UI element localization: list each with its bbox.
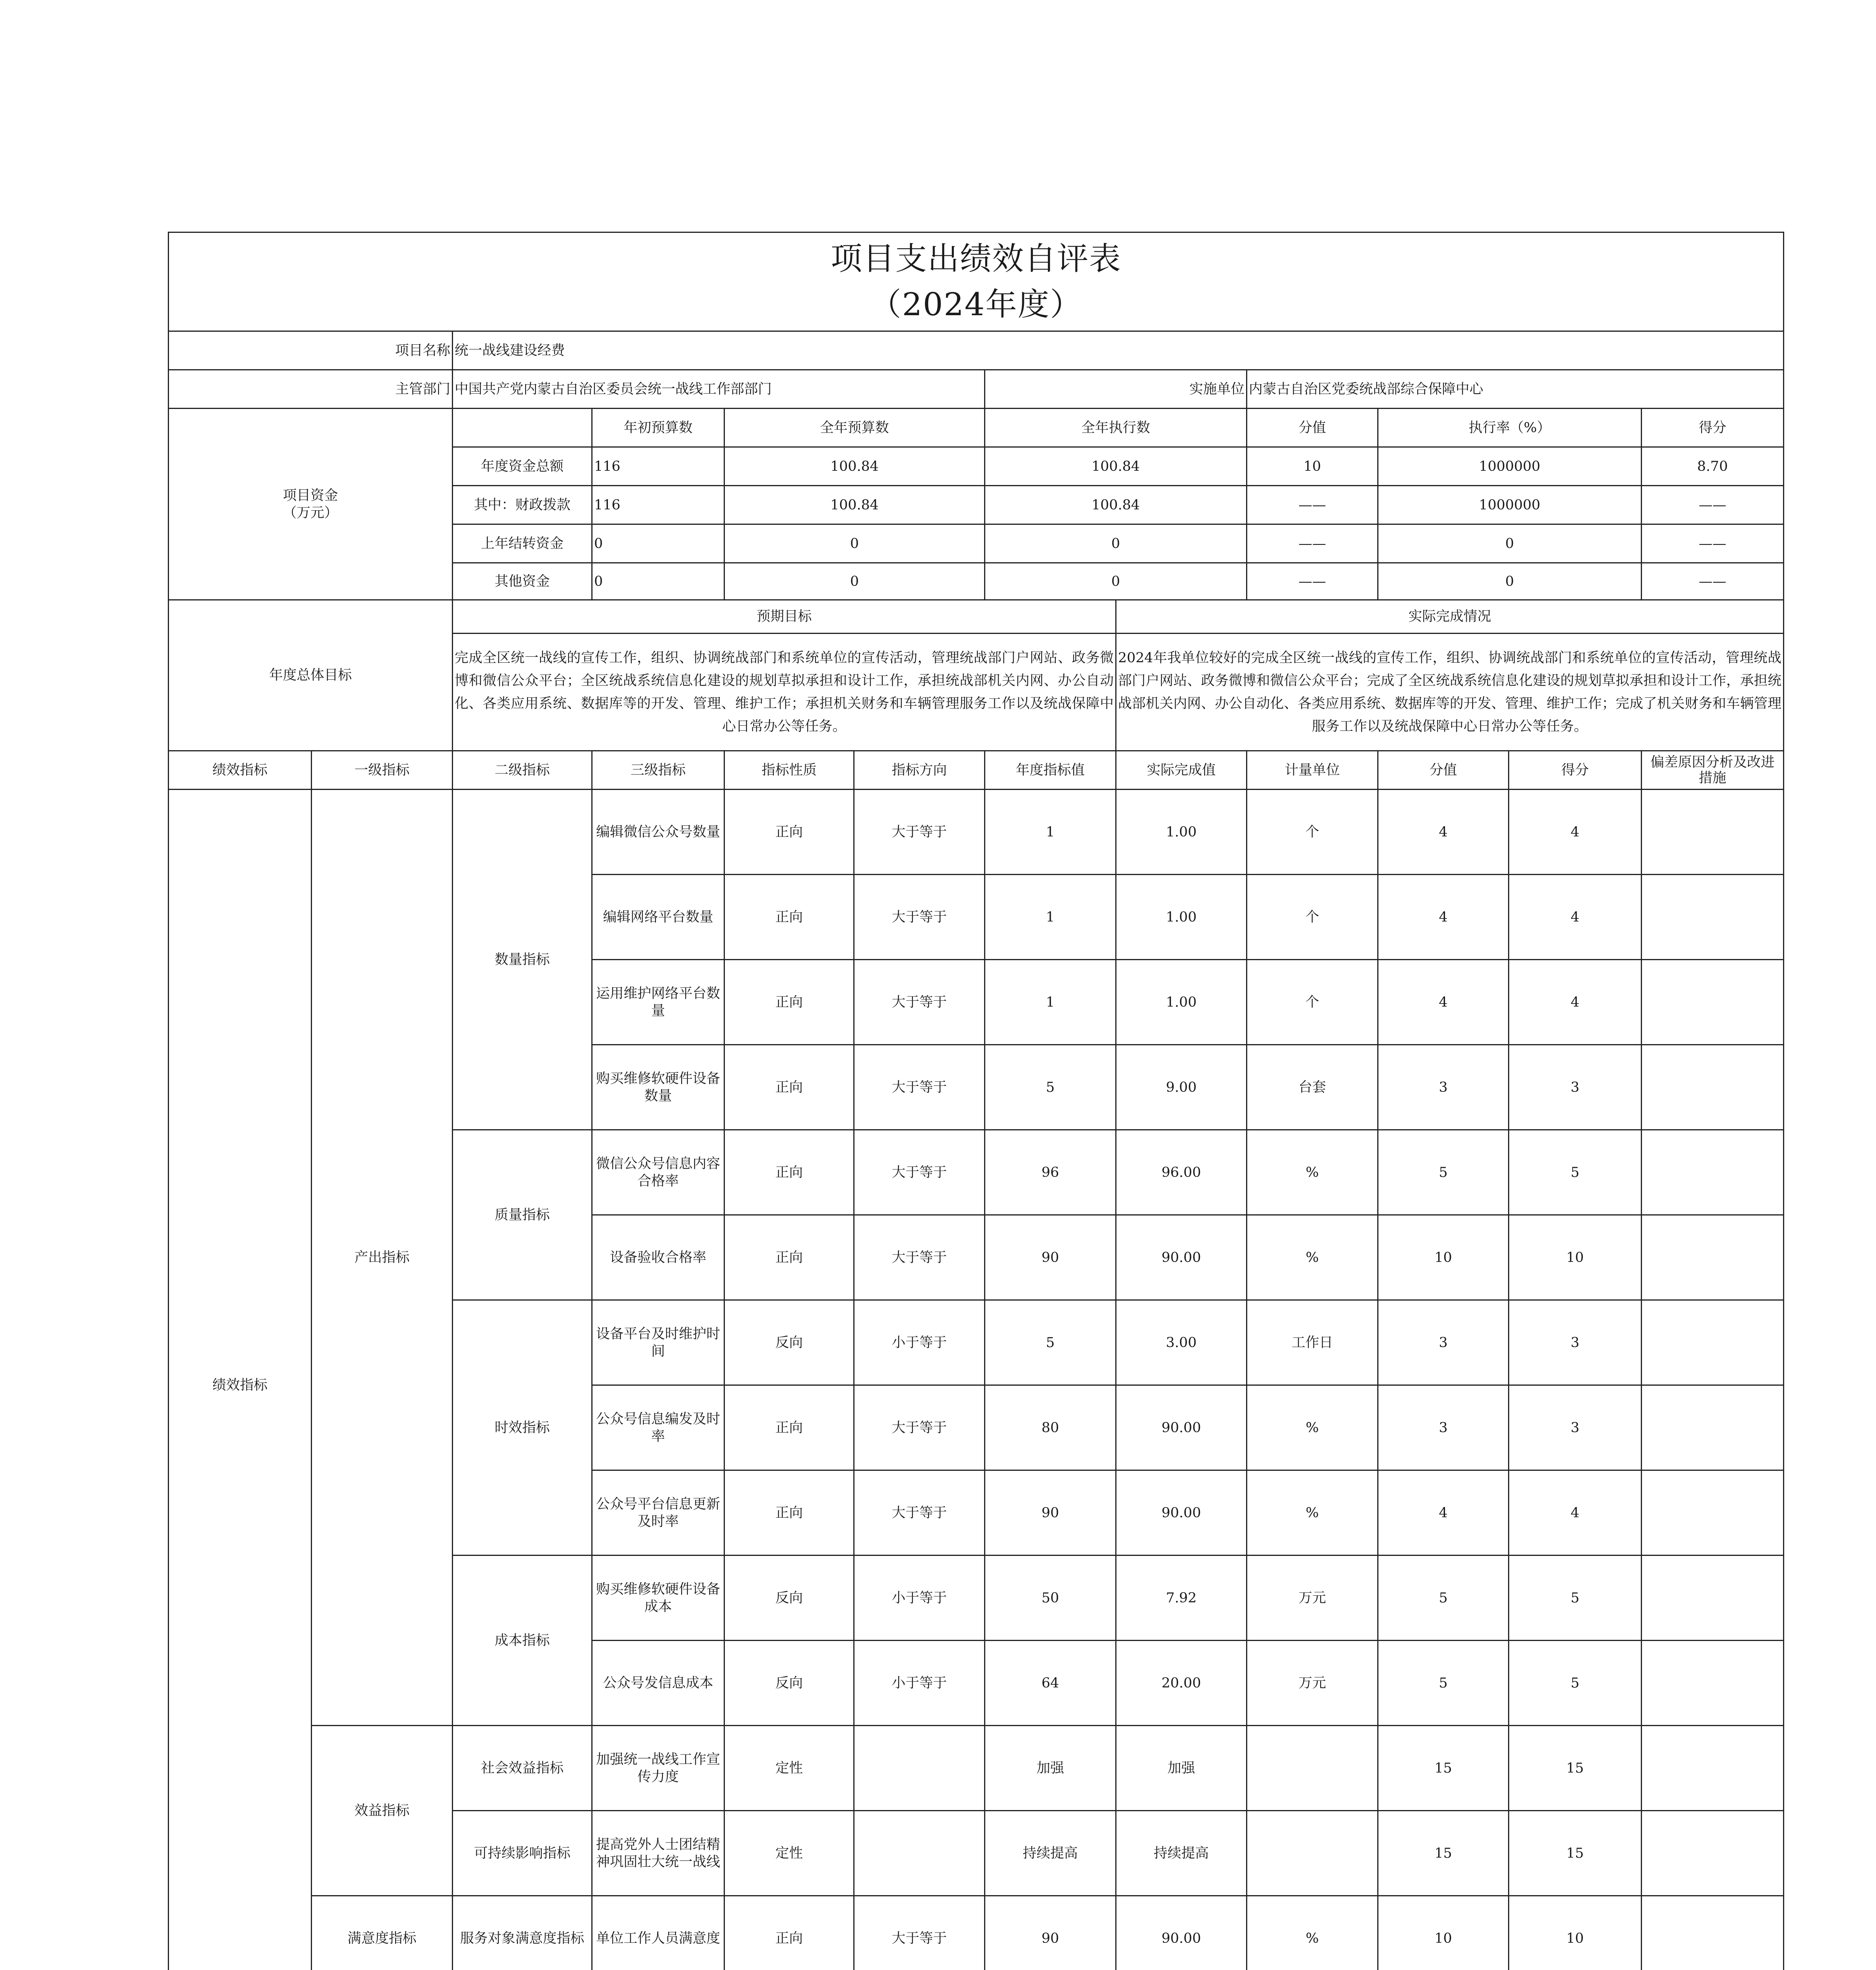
department-row (169, 370, 1784, 409)
indicator-direction: 大于等于 (854, 960, 985, 1045)
indicator-deviation (1642, 1556, 1784, 1641)
indicator-weight: 5 (1378, 1641, 1509, 1726)
indicator-actual: 持续提高 (1116, 1811, 1247, 1896)
funds-value: —— (1247, 563, 1378, 600)
indicator-weight: 5 (1378, 1556, 1509, 1641)
indicator-name: 设备平台及时维护时间 (592, 1300, 724, 1385)
indicator-unit: 个 (1247, 875, 1378, 960)
indicator-target: 加强 (985, 1726, 1116, 1811)
indicator-row (169, 1726, 1784, 1811)
indicator-name: 运用维护网络平台数量 (592, 960, 724, 1045)
indicator-nature: 正向 (724, 1470, 854, 1556)
project-name-row (169, 331, 1784, 370)
funds-value: 0 (592, 563, 724, 600)
indicator-nature: 正向 (724, 1130, 854, 1215)
annual-goals-label: 年度总体目标 (169, 600, 453, 751)
funds-value: —— (1247, 486, 1378, 524)
title-row (169, 232, 1784, 331)
level2-indicator-cell: 数量指标 (453, 790, 592, 1130)
indicator-unit (1247, 1726, 1378, 1811)
indicator-unit: 个 (1247, 790, 1378, 875)
level2-indicator-cell: 质量指标 (453, 1130, 592, 1300)
funds-row-label: 上年结转资金 (453, 524, 592, 563)
indicator-actual: 90.00 (1116, 1896, 1247, 1970)
department-value: 中国共产党内蒙古自治区委员会统一战线工作部部门 (453, 370, 985, 409)
level2-indicator-cell: 成本指标 (453, 1556, 592, 1726)
indicator-target: 80 (985, 1385, 1116, 1470)
indicator-deviation (1642, 1215, 1784, 1300)
indicator-target: 1 (985, 875, 1116, 960)
indicator-name: 编辑微信公众号数量 (592, 790, 724, 875)
funds-header: 年初预算数 (592, 409, 724, 447)
indicator-score: 5 (1509, 1130, 1642, 1215)
indicator-unit: 万元 (1247, 1641, 1378, 1726)
funds-value: 8.70 (1642, 447, 1784, 486)
expected-goals-text: 完成全区统一战线的宣传工作，组织、协调统战部门和系统单位的宣传活动，管理统战部门户网站、政务微博和微信公众平台；全区统战系统信息化建设的规划草拟承担和设计工作，承担统战部机关内网、办公自动化、各类应用系统、数据库等的开发、管理、维护工作；承担机关财务和车辆管理服务工作以及统战保障中心日常办公等任务。 (453, 634, 1116, 751)
indicator-unit: % (1247, 1470, 1378, 1556)
indicator-category-cell: 绩效指标 (169, 790, 312, 1970)
indicator-direction: 大于等于 (854, 1130, 985, 1215)
indicator-direction (854, 1811, 985, 1896)
indicator-actual: 7.92 (1116, 1556, 1247, 1641)
indicator-header: 偏差原因分析及改进措施 (1642, 751, 1784, 790)
funds-value: 1000000 (1378, 447, 1642, 486)
funds-header: 全年预算数 (724, 409, 985, 447)
indicator-score: 3 (1509, 1385, 1642, 1470)
funds-value: —— (1247, 524, 1378, 563)
department-label: 主管部门 (169, 370, 453, 409)
indicator-actual: 加强 (1116, 1726, 1247, 1811)
indicator-header: 指标性质 (724, 751, 854, 790)
indicator-name: 购买维修软硬件设备成本 (592, 1556, 724, 1641)
indicator-nature: 正向 (724, 1215, 854, 1300)
indicator-header: 得分 (1509, 751, 1642, 790)
funds-value: 116 (592, 447, 724, 486)
indicator-direction: 小于等于 (854, 1556, 985, 1641)
indicator-nature: 正向 (724, 1385, 854, 1470)
table-title: 项目支出绩效自评表 (830, 240, 1122, 277)
indicator-target: 持续提高 (985, 1811, 1116, 1896)
indicator-nature: 正向 (724, 875, 854, 960)
indicator-score: 5 (1509, 1641, 1642, 1726)
funds-value: —— (1642, 486, 1784, 524)
level2-indicator-cell: 服务对象满意度指标 (453, 1896, 592, 1970)
goals-header-row (169, 600, 1784, 634)
indicator-unit: 个 (1247, 960, 1378, 1045)
indicator-direction: 大于等于 (854, 1470, 985, 1556)
indicator-name: 编辑网络平台数量 (592, 875, 724, 960)
funds-header: 分值 (1247, 409, 1378, 447)
project-name-value: 统一战线建设经费 (453, 331, 1784, 370)
indicator-actual: 1.00 (1116, 875, 1247, 960)
funds-row-label: 年度资金总额 (453, 447, 592, 486)
indicator-weight: 4 (1378, 960, 1509, 1045)
funds-value: 0 (985, 563, 1247, 600)
funds-value: 0 (1378, 563, 1642, 600)
indicator-header: 二级指标 (453, 751, 592, 790)
indicator-name: 微信公众号信息内容合格率 (592, 1130, 724, 1215)
indicator-header: 三级指标 (592, 751, 724, 790)
indicator-header: 绩效指标 (169, 751, 312, 790)
indicator-score: 3 (1509, 1045, 1642, 1130)
implementer-label: 实施单位 (985, 370, 1247, 409)
indicator-deviation (1642, 1470, 1784, 1556)
funds-value: 10 (1247, 447, 1378, 486)
indicator-header: 年度指标值 (985, 751, 1116, 790)
indicator-target: 5 (985, 1300, 1116, 1385)
funds-label-cell (169, 409, 453, 600)
indicator-target: 90 (985, 1896, 1116, 1970)
indicator-weight: 10 (1378, 1215, 1509, 1300)
indicator-weight: 4 (1378, 790, 1509, 875)
indicator-score: 4 (1509, 790, 1642, 875)
indicator-name: 加强统一战线工作宣传力度 (592, 1726, 724, 1811)
indicator-nature: 正向 (724, 1045, 854, 1130)
indicator-deviation (1642, 1811, 1784, 1896)
indicator-target: 5 (985, 1045, 1116, 1130)
indicator-score: 15 (1509, 1726, 1642, 1811)
indicator-weight: 3 (1378, 1300, 1509, 1385)
indicator-score: 10 (1509, 1215, 1642, 1300)
indicator-row (169, 1896, 1784, 1970)
performance-self-evaluation-table (168, 232, 1784, 1970)
funds-row-label: 其中：财政拨款 (453, 486, 592, 524)
funds-header-blank (453, 409, 592, 447)
level2-indicator-cell: 可持续影响指标 (453, 1811, 592, 1896)
indicator-unit: 台套 (1247, 1045, 1378, 1130)
indicator-actual: 90.00 (1116, 1470, 1247, 1556)
indicator-direction (854, 1726, 985, 1811)
indicator-deviation (1642, 790, 1784, 875)
indicator-nature: 正向 (724, 790, 854, 875)
level2-indicator-cell: 社会效益指标 (453, 1726, 592, 1811)
indicator-target: 50 (985, 1556, 1116, 1641)
indicator-direction: 大于等于 (854, 1215, 985, 1300)
indicator-actual: 90.00 (1116, 1215, 1247, 1300)
indicator-name: 购买维修软硬件设备数量 (592, 1045, 724, 1130)
funds-value: —— (1642, 563, 1784, 600)
indicator-target: 64 (985, 1641, 1116, 1726)
indicator-unit: % (1247, 1215, 1378, 1300)
indicator-unit: % (1247, 1896, 1378, 1970)
indicator-weight: 4 (1378, 875, 1509, 960)
indicator-actual: 20.00 (1116, 1641, 1247, 1726)
indicator-nature: 反向 (724, 1556, 854, 1641)
indicator-score: 15 (1509, 1811, 1642, 1896)
indicator-actual: 1.00 (1116, 790, 1247, 875)
indicator-header: 实际完成值 (1116, 751, 1247, 790)
indicator-row (169, 790, 1784, 875)
indicator-actual: 90.00 (1116, 1385, 1247, 1470)
indicator-nature: 定性 (724, 1726, 854, 1811)
indicator-nature: 定性 (724, 1811, 854, 1896)
funds-value: 0 (985, 524, 1247, 563)
indicator-unit: % (1247, 1130, 1378, 1215)
indicator-direction: 大于等于 (854, 790, 985, 875)
indicator-name: 设备验收合格率 (592, 1215, 724, 1300)
funds-value: 100.84 (985, 486, 1247, 524)
level2-indicator-cell: 时效指标 (453, 1300, 592, 1556)
funds-value: —— (1642, 524, 1784, 563)
level1-indicator-cell: 满意度指标 (312, 1896, 453, 1970)
indicator-nature: 反向 (724, 1641, 854, 1726)
indicator-weight: 15 (1378, 1726, 1509, 1811)
indicator-unit (1247, 1811, 1378, 1896)
indicator-direction: 大于等于 (854, 1045, 985, 1130)
indicator-nature: 正向 (724, 960, 854, 1045)
indicator-weight: 10 (1378, 1896, 1509, 1970)
indicator-unit: 工作日 (1247, 1300, 1378, 1385)
funds-header-row (169, 409, 1784, 447)
indicator-header: 指标方向 (854, 751, 985, 790)
funds-value: 1000000 (1378, 486, 1642, 524)
level1-indicator-cell: 效益指标 (312, 1726, 453, 1896)
funds-label: 项目资金 (282, 487, 338, 504)
funds-header: 全年执行数 (985, 409, 1247, 447)
funds-value: 100.84 (985, 447, 1247, 486)
indicator-direction: 大于等于 (854, 875, 985, 960)
funds-value: 0 (592, 524, 724, 563)
indicator-name: 公众号信息编发及时率 (592, 1385, 724, 1470)
indicator-header: 计量单位 (1247, 751, 1378, 790)
indicator-target: 1 (985, 960, 1116, 1045)
indicator-deviation (1642, 1130, 1784, 1215)
funds-value: 0 (724, 524, 985, 563)
indicator-weight: 3 (1378, 1385, 1509, 1470)
indicator-actual: 1.00 (1116, 960, 1247, 1045)
indicator-direction: 大于等于 (854, 1896, 985, 1970)
indicator-header: 一级指标 (312, 751, 453, 790)
indicator-name: 公众号平台信息更新及时率 (592, 1470, 724, 1556)
funds-header: 得分 (1642, 409, 1784, 447)
actual-completion-header: 实际完成情况 (1116, 600, 1784, 634)
indicator-header: 分值 (1378, 751, 1509, 790)
indicator-header-row (169, 751, 1784, 790)
indicator-target: 96 (985, 1130, 1116, 1215)
table-subtitle: （2024年度） (869, 286, 1083, 323)
indicator-direction: 大于等于 (854, 1385, 985, 1470)
indicator-deviation (1642, 875, 1784, 960)
indicator-name: 单位工作人员满意度 (592, 1896, 724, 1970)
indicator-weight: 5 (1378, 1130, 1509, 1215)
indicator-deviation (1642, 1641, 1784, 1726)
expected-goals-header: 预期目标 (453, 600, 1116, 634)
actual-completion-text: 2024年我单位较好的完成全区统一战线的宣传工作，组织、协调统战部门和系统单位的宣传活动，管理统战部门户网站、政务微博和微信公众平台；完成了全区统战系统信息化建设的规划草拟承担和设计工作，承担统战部机关内网、办公自动化、各类应用系统、数据库等的开发、管理、维护工作；完成了机关财务和车辆管理服务工作以及统战保障中心日常办公等任务。 (1116, 634, 1784, 751)
indicator-nature: 反向 (724, 1300, 854, 1385)
indicator-unit: % (1247, 1385, 1378, 1470)
indicator-direction: 小于等于 (854, 1641, 985, 1726)
indicator-actual: 96.00 (1116, 1130, 1247, 1215)
funds-value: 0 (1378, 524, 1642, 563)
indicator-weight: 15 (1378, 1811, 1509, 1896)
funds-row-label: 其他资金 (453, 563, 592, 600)
indicator-deviation (1642, 1300, 1784, 1385)
indicator-deviation (1642, 1726, 1784, 1811)
indicator-actual: 3.00 (1116, 1300, 1247, 1385)
implementer-value: 内蒙古自治区党委统战部综合保障中心 (1247, 370, 1784, 409)
funds-value: 100.84 (724, 486, 985, 524)
level1-indicator-cell: 产出指标 (312, 790, 453, 1726)
indicator-score: 5 (1509, 1556, 1642, 1641)
indicator-score: 4 (1509, 960, 1642, 1045)
indicator-deviation (1642, 960, 1784, 1045)
funds-value: 116 (592, 486, 724, 524)
indicator-score: 10 (1509, 1896, 1642, 1970)
indicator-name: 提高党外人士团结精神巩固壮大统一战线 (592, 1811, 724, 1896)
indicator-unit: 万元 (1247, 1556, 1378, 1641)
indicator-deviation (1642, 1385, 1784, 1470)
indicator-deviation (1642, 1045, 1784, 1130)
funds-unit: （万元） (282, 505, 338, 521)
funds-value: 100.84 (724, 447, 985, 486)
indicator-nature: 正向 (724, 1896, 854, 1970)
indicator-name: 公众号发信息成本 (592, 1641, 724, 1726)
indicator-target: 1 (985, 790, 1116, 875)
funds-value: 0 (724, 563, 985, 600)
project-name-label: 项目名称 (169, 331, 453, 370)
indicator-score: 3 (1509, 1300, 1642, 1385)
indicator-direction: 小于等于 (854, 1300, 985, 1385)
indicator-weight: 4 (1378, 1470, 1509, 1556)
indicator-actual: 9.00 (1116, 1045, 1247, 1130)
indicator-weight: 3 (1378, 1045, 1509, 1130)
indicator-score: 4 (1509, 875, 1642, 960)
indicator-score: 4 (1509, 1470, 1642, 1556)
indicator-deviation (1642, 1896, 1784, 1970)
table-title-cell (169, 232, 1784, 331)
funds-header: 执行率（%） (1378, 409, 1642, 447)
indicator-target: 90 (985, 1215, 1116, 1300)
indicator-target: 90 (985, 1470, 1116, 1556)
